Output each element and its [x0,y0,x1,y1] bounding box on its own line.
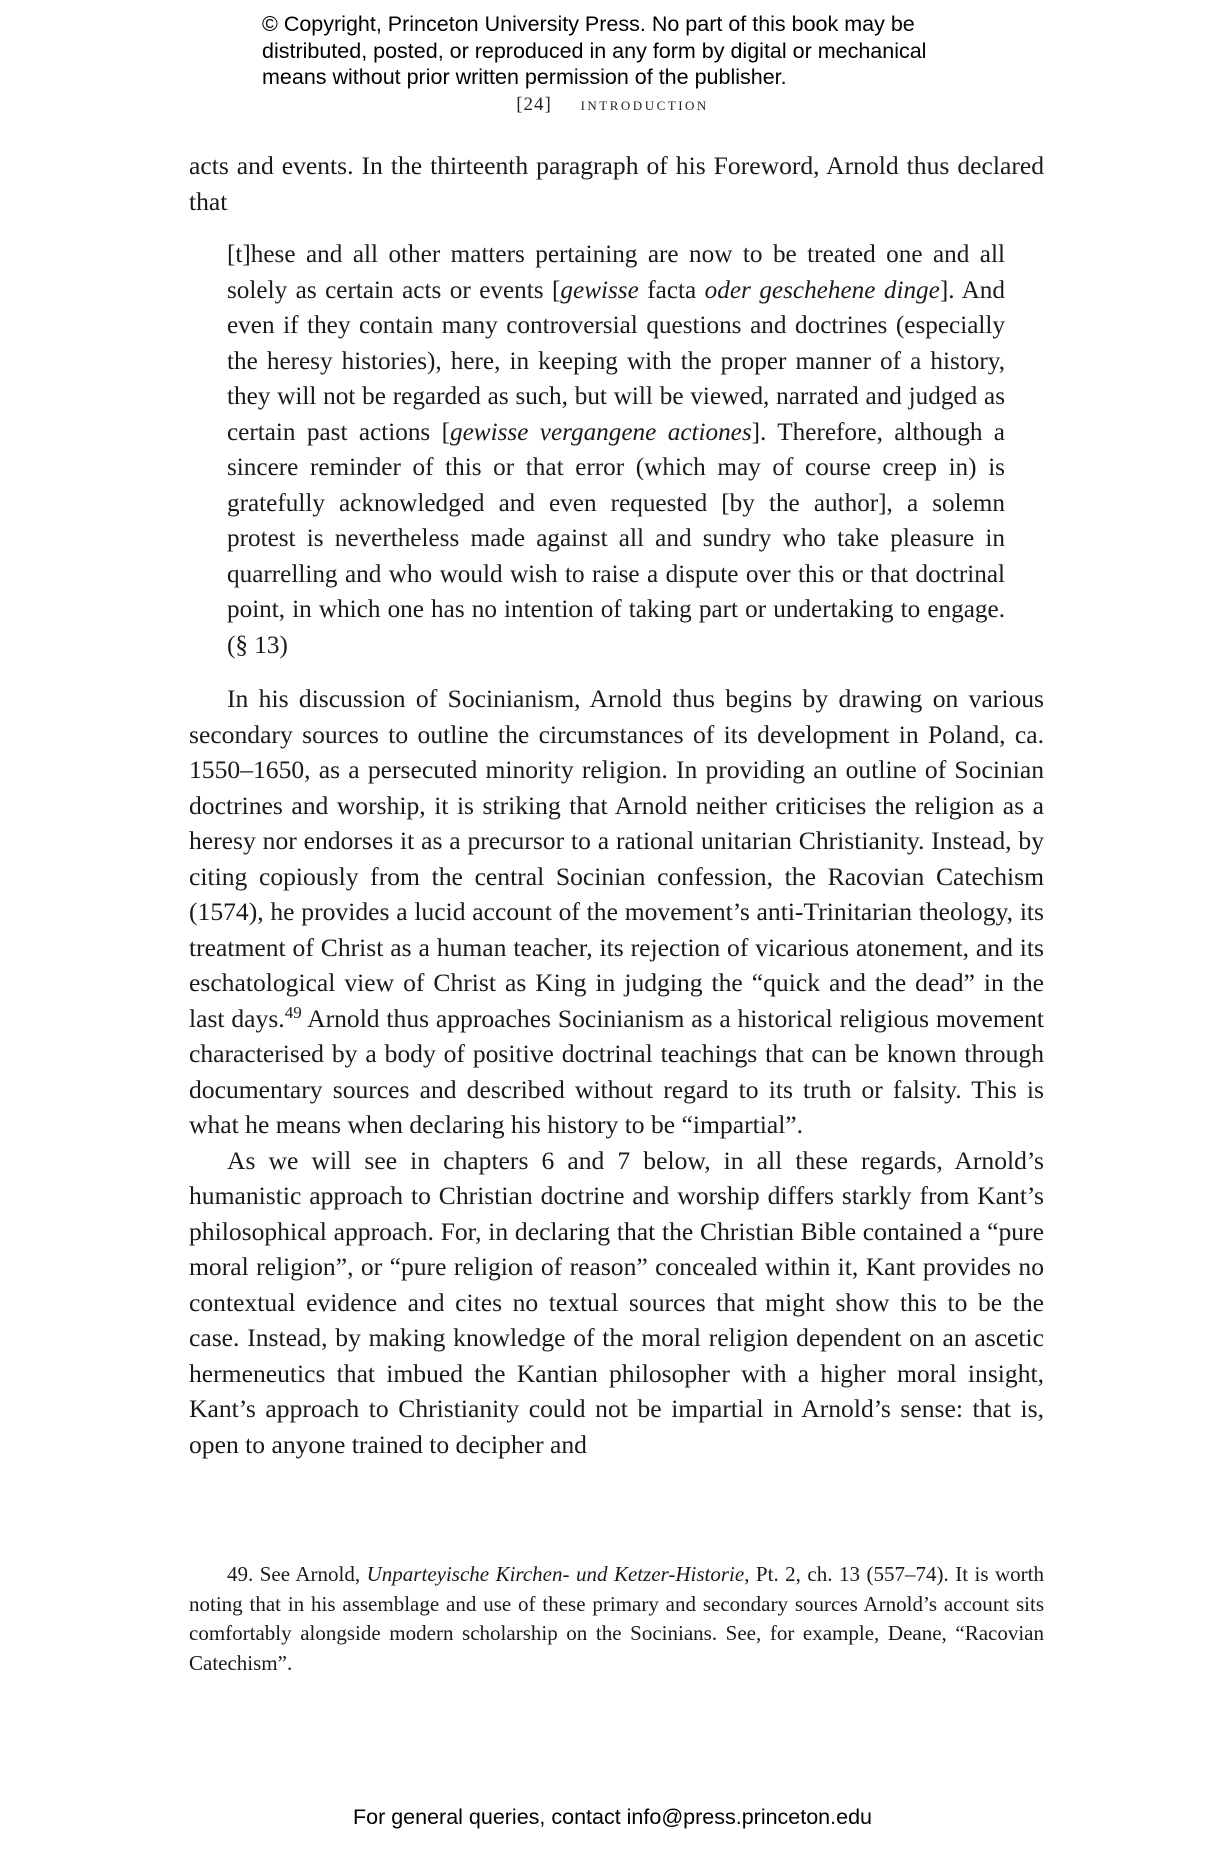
contact-footer: For general queries, contact info@press.princeton.edu [352,1805,872,1829]
chapter-title: introduction [580,94,709,115]
paragraph [189,681,1044,1143]
quote-text: facta [638,276,705,304]
running-head [0,94,1225,116]
footnote-reference[interactable]: 49 [284,1002,302,1022]
paragraph: acts and events. In the thirteenth paragraph of his Foreword, Arnold thus declared that [189,151,1044,216]
block-quote [227,237,1005,663]
footnote-italic: Unparteyische Kirchen- und Ketzer-Historie [366,1562,745,1586]
page-number: [24] [516,94,552,115]
footnote-text: , Pt. 2, ch. 13 (557–74). It is worth noting that in his assemblage and use of these primary and secondary sources Arnold’s account sits comfortably alongside modern scholarship on the Socinians. See, for example, Deane, “Racovian Catechism”. [189,1562,1045,1675]
main-text [189,148,1044,1462]
footnotes [189,1560,1044,1678]
copyright-notice [262,11,1022,91]
quote-italic: gewisse [560,276,639,304]
quote-text: [t]hese and all other matters pertaining are now to be treated one and all solely as certain acts or events [ [227,241,1005,304]
quote-text: ]. Therefore, although a sincere reminder of this or that error (which may of course creep in) is gratefully acknowledged and even requested [by the author], a solemn protest is nevertheless made against all and sundry who take pleasure in quarrelling and who would wish to raise a dispute over this or that doctrinal point, in which one has no intention of taking part or undertaking to engage. (§ 13) [227,418,1005,659]
footnote-text: 49. See Arnold, [227,1562,367,1586]
copyright-line: distributed, posted, or reproduced in any form by digital or mechanical [262,38,927,63]
quote-italic: oder geschehene dinge [704,276,940,304]
quote-italic: gewisse vergangene actiones [450,418,752,446]
footnote [189,1560,1044,1678]
copyright-line: means without prior written permission of the publisher. [262,65,787,89]
paragraph-text: Arnold thus approaches Socinianism as a historical religious movement characterised by a body of positive doctrinal teachings that can be known through documentary sources and described without regard to its truth or falsity. This is what he means when declaring his history to be “impartial”. [189,1003,1044,1139]
paragraph: As we will see in chapters 6 and 7 below, in all these regards, Arnold’s humanistic approach to Christian doctrine and worship differs starkly from Kant’s philosophical approach. For, in declaring that the Christian Bible contained a “pure moral religion”, or “pure religion of reason” concealed within it, Kant provides no contextual evidence and cites no textual sources that might show this to be the case. Instead, by making knowledge of the moral religion dependent on an ascetic hermeneutics that imbued the Kantian philosopher with a higher moral insight, Kant’s approach to Christianity could not be impartial in Arnold’s sense: that is, open to anyone trained to decipher and [189,1145,1044,1459]
paragraph-text: In his discussion of Socinianism, Arnold thus begins by drawing on various secondary sources to outline the circumstances of its development in Poland, ca. 1550–1650, as a persecuted minority religion. In providing an outline of Socinian doctrines and worship, it is striking that Arnold neither criticises the religion as a heresy nor endorses it as a precursor to a rational unitarian Christianity. Instead, by citing copiously from the central Socinian confession, the Racovian Catechism (1574), he provides a lucid account of the movement’s anti-Trinitarian theology, its treatment of Christ as a human teacher, its rejection of vicarious atonement, and its eschatological view of Christ as King in judging the “quick and the dead” in the last days. [189,684,1044,1033]
quote-text: ]. And even if they contain many controversial questions and doctrines (especially the heresy histories), here, in keeping with the proper manner of a history, they will not be regarded as such, but will be viewed, narrated and judged as certain past actions [ [227,276,1005,446]
copyright-line: © Copyright, Princeton University Press. No part of this book may be [262,12,915,36]
